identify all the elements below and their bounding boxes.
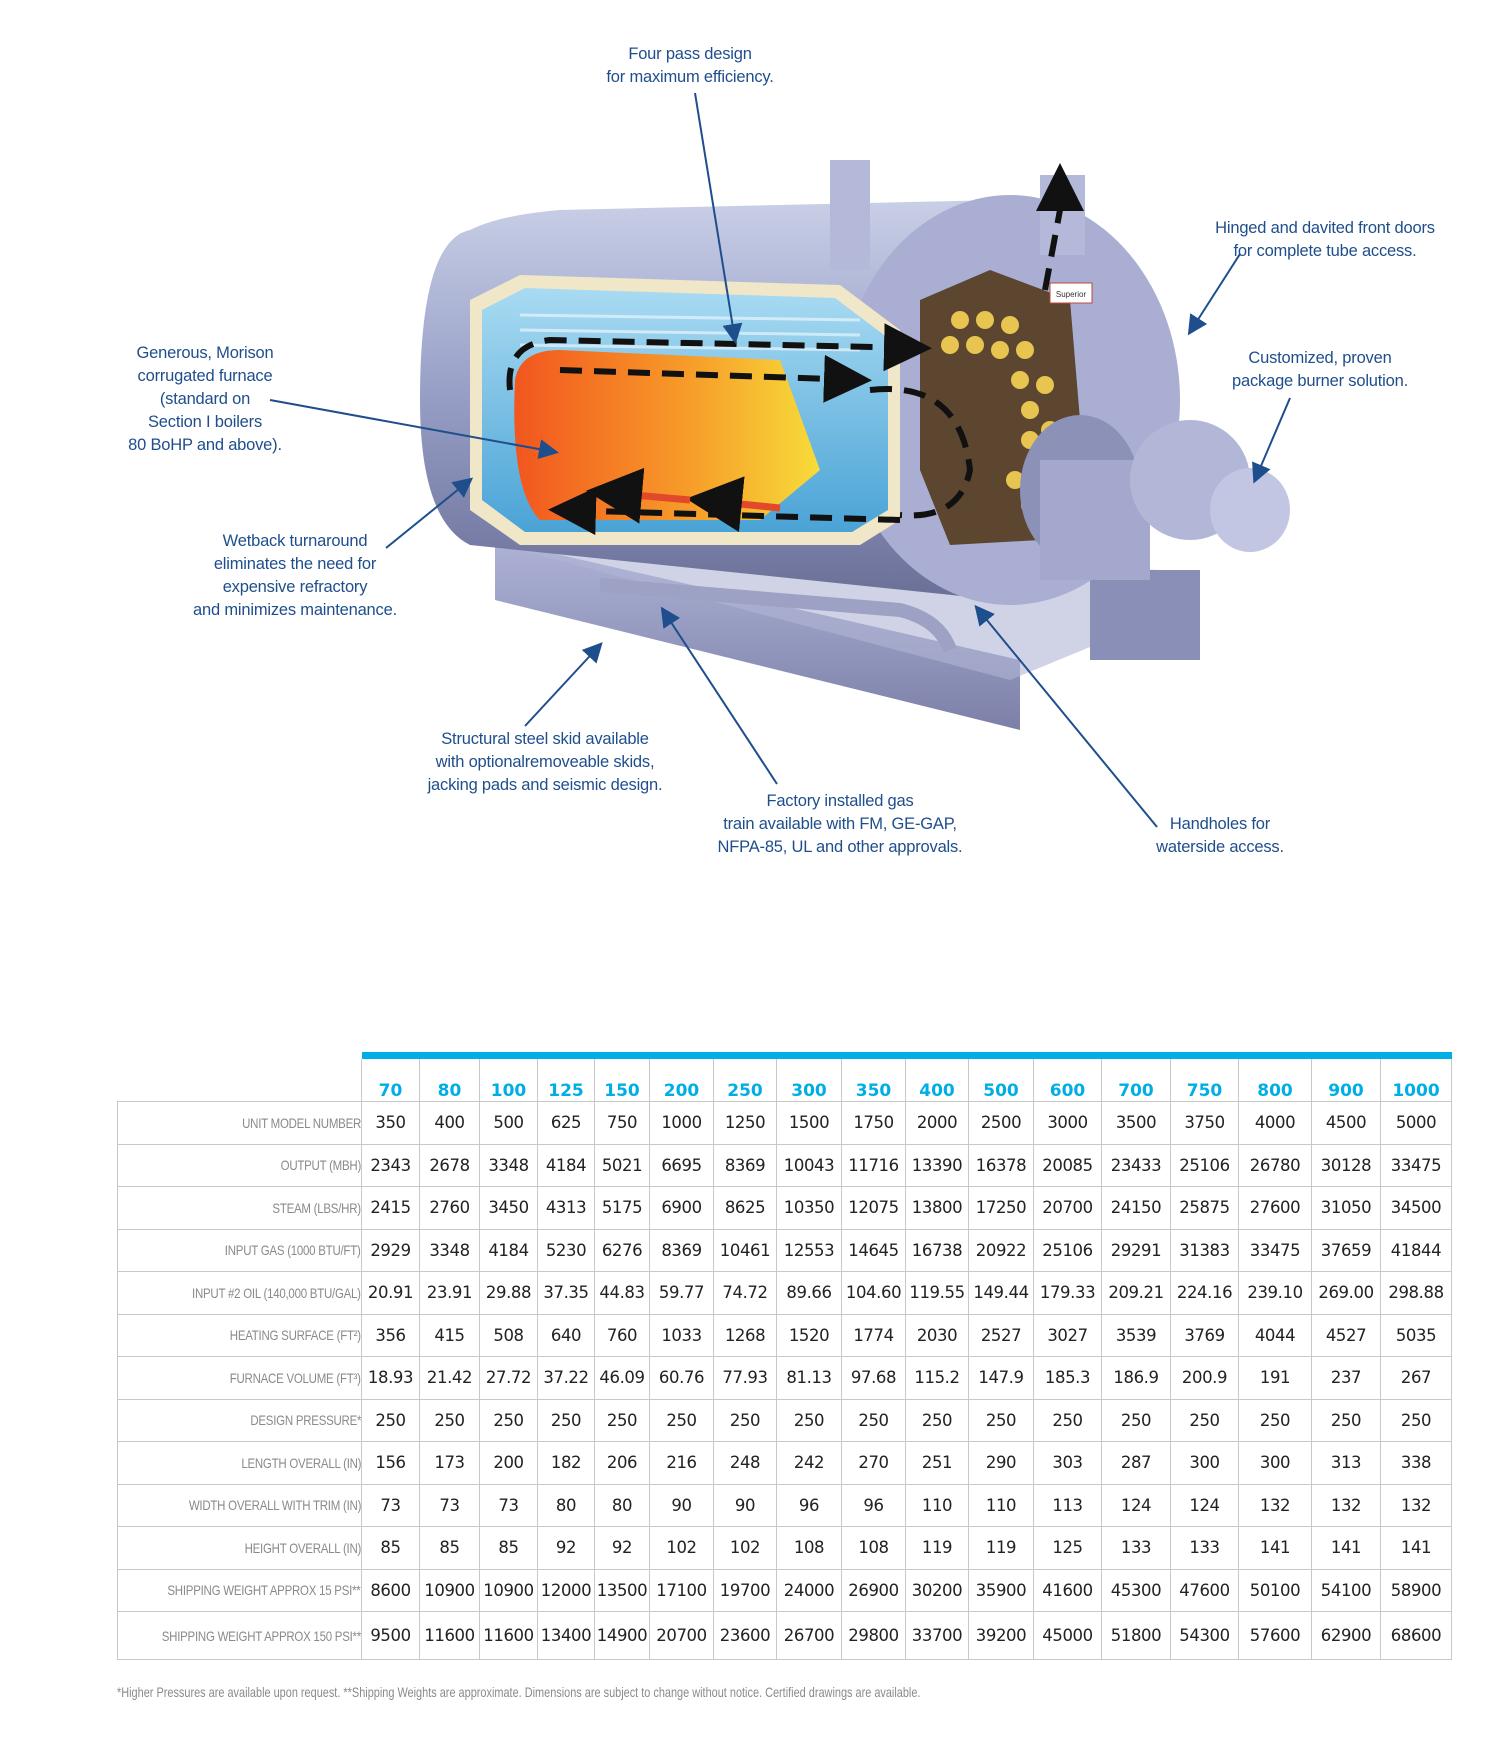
table-cell: 110 [906,1484,969,1527]
model-header-row [118,1059,1452,1102]
table-cell: 350 [362,1102,420,1145]
table-cell: 77.93 [714,1357,777,1400]
table-cell: 209.21 [1102,1272,1171,1315]
table-cell: 4184 [480,1229,538,1272]
table-cell: 250 [1171,1399,1239,1442]
table-cell: 46.09 [595,1357,650,1400]
model-column-header: 80 [420,1059,480,1102]
table-cell: 239.10 [1239,1272,1312,1315]
table-cell: 750 [595,1102,650,1145]
table-cell: 10350 [777,1187,842,1230]
table-cell: 250 [538,1399,595,1442]
row-label [118,1229,362,1272]
table-cell: 242 [777,1442,842,1485]
table-cell: 2500 [969,1102,1034,1145]
table-cell: 191 [1239,1357,1312,1400]
row-label [118,1569,362,1612]
row-label-text: SHIPPING WEIGHT APPROX 150 PSI** [161,1627,362,1644]
row-label [118,1144,362,1187]
table-cell: 2000 [906,1102,969,1145]
table-row [118,1484,1452,1527]
table-cell: 5230 [538,1229,595,1272]
table-row [118,1102,1452,1145]
table-cell: 41844 [1381,1229,1452,1272]
table-cell: 250 [906,1399,969,1442]
table-cell: 141 [1239,1527,1312,1570]
table-cell: 11600 [480,1612,538,1660]
table-cell: 80 [595,1484,650,1527]
table-cell: 14900 [595,1612,650,1660]
table-cell: 2678 [420,1144,480,1187]
table-cell: 250 [1381,1399,1452,1442]
callout-hinged-front-doors: Hinged and davited front doors for complete tube access. [1215,219,1435,260]
callout-wetback-turnaround: Wetback turnaround eliminates the need for expensive refractory and minimizes maintenance. [193,532,397,619]
table-cell: 400 [420,1102,480,1145]
table-cell: 5000 [1381,1102,1452,1145]
table-cell: 11716 [842,1144,906,1187]
table-cell: 4184 [538,1144,595,1187]
table-cell: 34500 [1381,1187,1452,1230]
callout-morison-furnace: Generous, Morison corrugated furnace (standard on Section I boilers 80 BoHP and above). [128,344,282,454]
table-cell: 26780 [1239,1144,1312,1187]
table-cell: 113 [1034,1484,1102,1527]
table-cell: 110 [969,1484,1034,1527]
table-cell: 250 [842,1399,906,1442]
table-cell: 3539 [1102,1314,1171,1357]
row-label [118,1102,362,1145]
model-column-header: 700 [1102,1059,1171,1102]
table-cell: 8369 [650,1229,714,1272]
table-cell: 338 [1381,1442,1452,1485]
row-label-text: FURNACE VOLUME (FT³) [230,1369,362,1386]
model-column-header: 300 [777,1059,842,1102]
table-cell: 11600 [420,1612,480,1660]
table-cell: 250 [714,1399,777,1442]
table-cell: 17250 [969,1187,1034,1230]
row-label-text: HEIGHT OVERALL (IN) [244,1539,362,1556]
table-cell: 250 [1102,1399,1171,1442]
row-label-text: SHIPPING WEIGHT APPROX 15 PSI** [167,1582,362,1599]
table-cell: 640 [538,1314,595,1357]
row-label-text: INPUT GAS (1000 BTU/FT) [225,1242,362,1259]
table-cell: 3500 [1102,1102,1171,1145]
table-cell: 89.66 [777,1272,842,1315]
table-cell: 1774 [842,1314,906,1357]
table-cell: 415 [420,1314,480,1357]
table-cell: 124 [1171,1484,1239,1527]
table-cell: 133 [1171,1527,1239,1570]
table-cell: 33475 [1381,1144,1452,1187]
table-cell: 4044 [1239,1314,1312,1357]
table-cell: 5035 [1381,1314,1452,1357]
table-cell: 250 [1034,1399,1102,1442]
table-cell: 10043 [777,1144,842,1187]
table-cell: 287 [1102,1442,1171,1485]
table-cell: 250 [480,1399,538,1442]
table-cell: 62900 [1312,1612,1381,1660]
table-cell: 303 [1034,1442,1102,1485]
table-cell: 5175 [595,1187,650,1230]
table-cell: 1033 [650,1314,714,1357]
table-cell: 156 [362,1442,420,1485]
table-cell: 47600 [1171,1569,1239,1612]
table-cell: 147.9 [969,1357,1034,1400]
table-cell: 2343 [362,1144,420,1187]
table-cell: 141 [1312,1527,1381,1570]
table-cell: 760 [595,1314,650,1357]
table-cell: 133 [1102,1527,1171,1570]
table-cell: 4000 [1239,1102,1312,1145]
table-cell: 13390 [906,1144,969,1187]
table-cell: 250 [969,1399,1034,1442]
table-cell: 41600 [1034,1569,1102,1612]
table-cell: 13800 [906,1187,969,1230]
table-cell: 85 [420,1527,480,1570]
table-cell: 27.72 [480,1357,538,1400]
table-cell: 30200 [906,1569,969,1612]
table-cell: 2415 [362,1187,420,1230]
table-cell: 1268 [714,1314,777,1357]
row-label [118,1442,362,1485]
table-cell: 216 [650,1442,714,1485]
table-cell: 6276 [595,1229,650,1272]
table-cell: 267 [1381,1357,1452,1400]
table-cell: 115.2 [906,1357,969,1400]
row-label [118,1399,362,1442]
model-column-header: 200 [650,1059,714,1102]
table-cell: 108 [842,1527,906,1570]
table-cell: 19700 [714,1569,777,1612]
table-cell: 1520 [777,1314,842,1357]
table-cell: 20085 [1034,1144,1102,1187]
table-cell: 73 [362,1484,420,1527]
table-cell: 12000 [538,1569,595,1612]
table-cell: 23600 [714,1612,777,1660]
table-cell: 3027 [1034,1314,1102,1357]
table-cell: 248 [714,1442,777,1485]
table-cell: 4527 [1312,1314,1381,1357]
table-cell: 3769 [1171,1314,1239,1357]
table-cell: 29291 [1102,1229,1171,1272]
table-cell: 182 [538,1442,595,1485]
table-row [118,1612,1452,1660]
table-cell: 5021 [595,1144,650,1187]
table-cell: 2030 [906,1314,969,1357]
table-cell: 104.60 [842,1272,906,1315]
table-cell: 2527 [969,1314,1034,1357]
table-cell: 356 [362,1314,420,1357]
table-cell: 25106 [1034,1229,1102,1272]
table-cell: 185.3 [1034,1357,1102,1400]
table-cell: 33475 [1239,1229,1312,1272]
table-cell: 24150 [1102,1187,1171,1230]
superior-badge [1050,283,1092,303]
table-cell: 18.93 [362,1357,420,1400]
callout-structural-skid: Structural steel skid available with optionalremoveable skids, jacking pads and seismic design. [427,730,663,794]
row-label-text: INPUT #2 OIL (140,000 BTU/GAL) [192,1284,362,1301]
table-cell: 125 [1034,1527,1102,1570]
table-cell: 269.00 [1312,1272,1381,1315]
row-label-text: DESIGN PRESSURE* [250,1412,362,1429]
table-cell: 500 [480,1102,538,1145]
table-cell: 2929 [362,1229,420,1272]
table-cell: 25875 [1171,1187,1239,1230]
table-row [118,1442,1452,1485]
table-cell: 50100 [1239,1569,1312,1612]
table-cell: 8369 [714,1144,777,1187]
table-cell: 31383 [1171,1229,1239,1272]
row-label [118,1357,362,1400]
table-cell: 119.55 [906,1272,969,1315]
table-cell: 16738 [906,1229,969,1272]
table-row [118,1569,1452,1612]
table-accent-bar [362,1052,1452,1059]
model-column-header: 70 [362,1059,420,1102]
table-cell: 250 [777,1399,842,1442]
table-cell: 3348 [480,1144,538,1187]
table-cell: 1500 [777,1102,842,1145]
row-label-text: LENGTH OVERALL (IN) [241,1454,362,1471]
table-row [118,1144,1452,1187]
table-cell: 10900 [480,1569,538,1612]
package-burner [1020,415,1290,580]
callout-package-burner: Customized, proven package burner solution. [1232,349,1408,390]
table-cell: 200 [480,1442,538,1485]
table-cell: 1750 [842,1102,906,1145]
table-cell: 119 [906,1527,969,1570]
table-cell: 141 [1381,1527,1452,1570]
model-column-header: 600 [1034,1059,1102,1102]
row-label [118,1527,362,1570]
table-cell: 6900 [650,1187,714,1230]
table-cell: 1000 [650,1102,714,1145]
table-cell: 102 [650,1527,714,1570]
table-cell: 37659 [1312,1229,1381,1272]
table-cell: 45000 [1034,1612,1102,1660]
model-column-header: 100 [480,1059,538,1102]
table-row [118,1229,1452,1272]
row-label-text: UNIT MODEL NUMBER [242,1114,362,1131]
row-label [118,1484,362,1527]
table-cell: 4313 [538,1187,595,1230]
table-cell: 20700 [1034,1187,1102,1230]
table-cell: 45300 [1102,1569,1171,1612]
model-column-header: 1000 [1381,1059,1452,1102]
table-cell: 3450 [480,1187,538,1230]
callout-four-pass-design: Four pass design for maximum efficiency. [606,45,774,86]
table-cell: 10461 [714,1229,777,1272]
table-cell: 270 [842,1442,906,1485]
table-cell: 17100 [650,1569,714,1612]
table-footnote: *Higher Pressures are available upon request. **Shipping Weights are approximate. Dimensions are subject to change without notice. Certified drawings are available. [117,1684,921,1700]
table-cell: 290 [969,1442,1034,1485]
table-cell: 51800 [1102,1612,1171,1660]
callout-gas-train: Factory installed gas train available with FM, GE-GAP, NFPA-85, UL and other approvals. [717,792,963,856]
table-cell: 44.83 [595,1272,650,1315]
table-cell: 96 [777,1484,842,1527]
table-cell: 54300 [1171,1612,1239,1660]
table-cell: 108 [777,1527,842,1570]
table-cell: 24000 [777,1569,842,1612]
table-cell: 250 [650,1399,714,1442]
model-column-header: 500 [969,1059,1034,1102]
table-cell: 3348 [420,1229,480,1272]
table-cell: 149.44 [969,1272,1034,1315]
table-cell: 251 [906,1442,969,1485]
table-cell: 132 [1312,1484,1381,1527]
table-cell: 132 [1239,1484,1312,1527]
table-cell: 250 [362,1399,420,1442]
table-cell: 29.88 [480,1272,538,1315]
table-cell: 73 [420,1484,480,1527]
row-label [118,1272,362,1315]
table-cell: 14645 [842,1229,906,1272]
table-cell: 57600 [1239,1612,1312,1660]
table-cell: 37.35 [538,1272,595,1315]
table-cell: 60.76 [650,1357,714,1400]
table-cell: 85 [362,1527,420,1570]
row-label [118,1187,362,1230]
table-cell: 224.16 [1171,1272,1239,1315]
table-cell: 96 [842,1484,906,1527]
table-cell: 2760 [420,1187,480,1230]
table-cell: 102 [714,1527,777,1570]
callout-handholes: Handholes for waterside access. [1156,815,1284,856]
table-cell: 97.68 [842,1357,906,1400]
table-cell: 81.13 [777,1357,842,1400]
table-cell: 73 [480,1484,538,1527]
table-cell: 173 [420,1442,480,1485]
model-column-header: 125 [538,1059,595,1102]
table-cell: 3000 [1034,1102,1102,1145]
row-label-text: HEATING SURFACE (FT²) [229,1327,362,1344]
table-cell: 124 [1102,1484,1171,1527]
table-cell: 33700 [906,1612,969,1660]
table-cell: 90 [650,1484,714,1527]
table-cell: 206 [595,1442,650,1485]
table-cell: 250 [1239,1399,1312,1442]
table-cell: 20700 [650,1612,714,1660]
table-cell: 29800 [842,1612,906,1660]
table-cell: 625 [538,1102,595,1145]
row-label [118,1314,362,1357]
table-cell: 119 [969,1527,1034,1570]
table-cell: 74.72 [714,1272,777,1315]
row-label [118,1612,362,1660]
table-cell: 35900 [969,1569,1034,1612]
table-cell: 92 [538,1527,595,1570]
table-row [118,1357,1452,1400]
table-cell: 16378 [969,1144,1034,1187]
table-cell: 300 [1239,1442,1312,1485]
table-cell: 3750 [1171,1102,1239,1145]
row-label-text: STEAM (LBS/HR) [272,1199,362,1216]
table-cell: 13500 [595,1569,650,1612]
model-column-header: 900 [1312,1059,1381,1102]
table-cell: 30128 [1312,1144,1381,1187]
table-cell: 9500 [362,1612,420,1660]
table-cell: 92 [595,1527,650,1570]
model-column-header: 350 [842,1059,906,1102]
boiler-specifications-table [117,1052,1452,1660]
table-cell: 8625 [714,1187,777,1230]
svg-text:Superior: Superior [1055,290,1087,299]
table-cell: 25106 [1171,1144,1239,1187]
table-cell: 298.88 [1381,1272,1452,1315]
table-cell: 10900 [420,1569,480,1612]
table-cell: 31050 [1312,1187,1381,1230]
row-label-text: OUTPUT (MBH) [280,1157,362,1174]
model-column-header: 250 [714,1059,777,1102]
table-cell: 4500 [1312,1102,1381,1145]
table-cell: 54100 [1312,1569,1381,1612]
table-row [118,1527,1452,1570]
model-column-header: 150 [595,1059,650,1102]
table-cell: 23.91 [420,1272,480,1315]
table-cell: 250 [420,1399,480,1442]
table-cell: 20.91 [362,1272,420,1315]
model-column-header: 750 [1171,1059,1239,1102]
table-cell: 179.33 [1034,1272,1102,1315]
table-cell: 200.9 [1171,1357,1239,1400]
table-cell: 37.22 [538,1357,595,1400]
table-cell: 13400 [538,1612,595,1660]
table-cell: 39200 [969,1612,1034,1660]
table-cell: 6695 [650,1144,714,1187]
model-column-header: 400 [906,1059,969,1102]
table-cell: 508 [480,1314,538,1357]
table-cell: 186.9 [1102,1357,1171,1400]
table-row [118,1272,1452,1315]
table-cell: 313 [1312,1442,1381,1485]
table-cell: 132 [1381,1484,1452,1527]
table-row [118,1399,1452,1442]
table-cell: 90 [714,1484,777,1527]
table-cell: 23433 [1102,1144,1171,1187]
model-column-header: 800 [1239,1059,1312,1102]
table-cell: 80 [538,1484,595,1527]
table-cell: 237 [1312,1357,1381,1400]
table-cell: 20922 [969,1229,1034,1272]
table-cell: 12553 [777,1229,842,1272]
table-cell: 300 [1171,1442,1239,1485]
table-cell: 21.42 [420,1357,480,1400]
table-row [118,1187,1452,1230]
table-cell: 250 [595,1399,650,1442]
table-cell: 85 [480,1527,538,1570]
table-cell: 250 [1312,1399,1381,1442]
row-label-text: WIDTH OVERALL WITH TRIM (IN) [188,1497,362,1514]
table-cell: 26900 [842,1569,906,1612]
table-cell: 1250 [714,1102,777,1145]
table-cell: 59.77 [650,1272,714,1315]
table-cell: 27600 [1239,1187,1312,1230]
table-cell: 68600 [1381,1612,1452,1660]
table-cell: 12075 [842,1187,906,1230]
table-cell: 26700 [777,1612,842,1660]
table-cell: 58900 [1381,1569,1452,1612]
table-row [118,1314,1452,1357]
table-cell: 8600 [362,1569,420,1612]
